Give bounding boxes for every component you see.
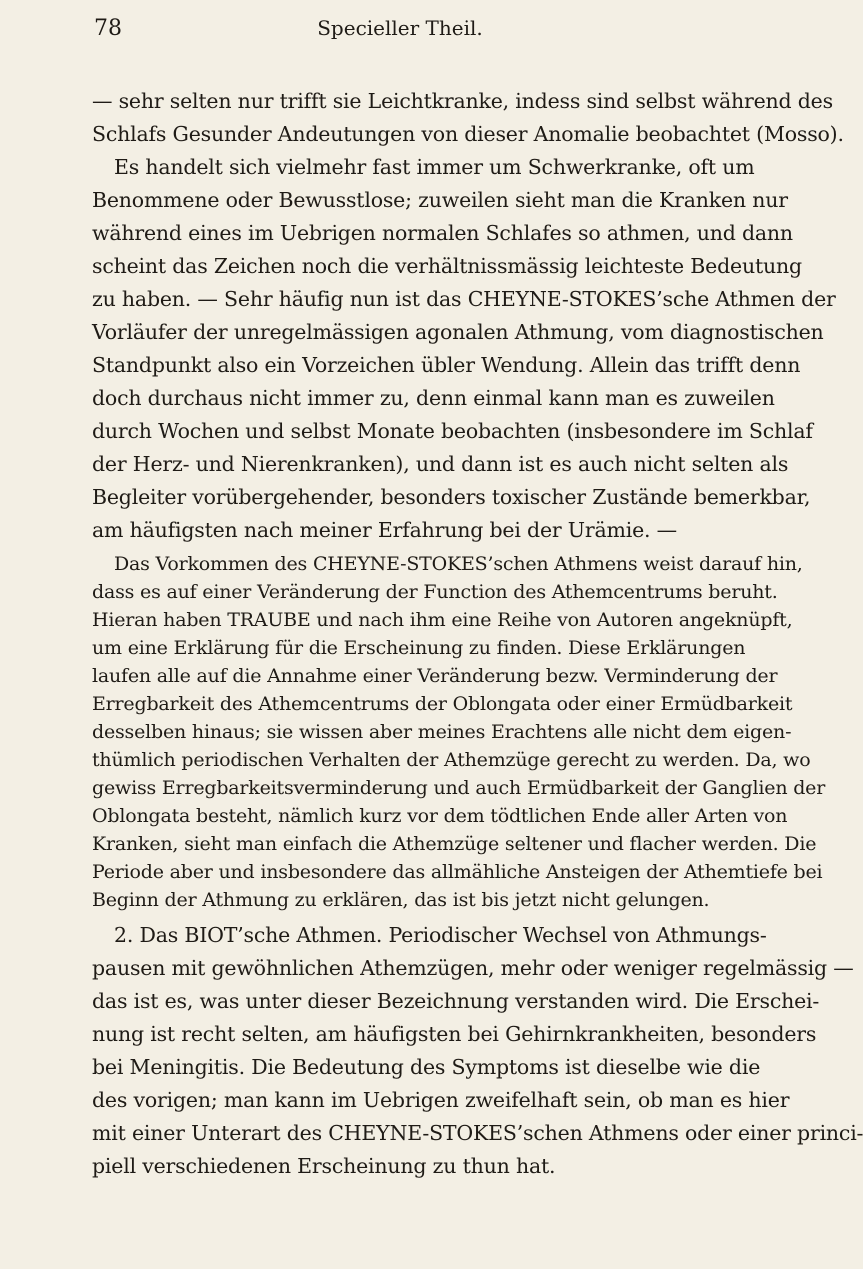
text-line: Es handelt sich vielmehr fast immer um Schwerkranke, oft um — [114, 155, 755, 179]
text-line: durch Wochen und selbst Monate beobachten (insbesondere im Schlaf — [92, 419, 813, 443]
text-line: pausen mit gewöhnlichen Athemzügen, mehr oder weniger regelmässig — — [92, 956, 854, 980]
text-line: Erregbarkeit des Athemcentrums der Oblongata oder einer Ermüdbarkeit — [92, 693, 793, 715]
text-line: — sehr selten nur trifft sie Leichtkranke, indess sind selbst während des — [92, 89, 833, 113]
text-line: dass es auf einer Veränderung der Function des Athemcentrums beruht. — [92, 581, 778, 603]
text-line: bei Meningitis. Die Bedeutung des Symptoms ist dieselbe wie die — [92, 1055, 761, 1079]
text-line: Das Vorkommen des CHEYNE-STOKES’schen Athmens weist darauf hin, — [114, 553, 803, 575]
text-line: desselben hinaus; sie wissen aber meines Erachtens alle nicht dem eigen- — [92, 721, 792, 743]
running-title: Specieller Theil. — [317, 16, 483, 40]
text-line: 2. Das BIOT’sche Athmen. Periodischer Wechsel von Athmungs- — [114, 923, 767, 947]
page-number: 78 — [94, 16, 122, 41]
text-line: Beginn der Athmung zu erklären, das ist bis jetzt nicht gelungen. — [92, 889, 710, 911]
text-line: am häufigsten nach meiner Erfahrung bei der Urämie. — — [92, 518, 677, 542]
text-line: Vorläufer der unregelmässigen agonalen Athmung, vom diagnostischen — [92, 320, 824, 344]
text-line: nung ist recht selten, am häufigsten bei Gehirnkrankheiten, besonders — [92, 1022, 817, 1046]
text-line: der Herz- und Nierenkranken), und dann ist es auch nicht selten als — [92, 452, 789, 476]
text-line: Kranken, sieht man einfach die Athemzüge seltener und flacher werden. Die — [92, 833, 817, 855]
text-line: Standpunkt also ein Vorzeichen übler Wendung. Allein das trifft denn — [92, 353, 801, 377]
text-line: während eines im Uebrigen normalen Schlafes so athmen, und dann — [92, 221, 793, 245]
text-line: laufen alle auf die Annahme einer Veränderung bezw. Verminderung der — [92, 665, 778, 687]
text-line: das ist es, was unter dieser Bezeichnung verstanden wird. Die Erschei- — [92, 989, 820, 1013]
text-line: gewiss Erregbarkeitsverminderung und auch Ermüdbarkeit der Ganglien der — [92, 777, 826, 799]
text-line: Schlafs Gesunder Andeutungen von dieser Anomalie beobachtet (Mosso). — [92, 122, 844, 146]
text-line: piell verschiedenen Erscheinung zu thun hat. — [92, 1154, 556, 1178]
text-line: doch durchaus nicht immer zu, denn einmal kann man es zuweilen — [92, 386, 775, 410]
text-line: zu haben. — Sehr häufig nun ist das CHEYNE-STOKES’sche Athmen der — [92, 287, 836, 311]
text-line: mit einer Unterart des CHEYNE-STOKES’schen Athmens oder einer princi- — [92, 1121, 863, 1145]
text-line: thümlich periodischen Verhalten der Athemzüge gerecht zu werden. Da, wo — [92, 749, 811, 771]
text-line: des vorigen; man kann im Uebrigen zweifelhaft sein, ob man es hier — [92, 1088, 790, 1112]
text-line: um eine Erklärung für die Erscheinung zu finden. Diese Erklärungen — [92, 637, 746, 659]
text-line: scheint das Zeichen noch die verhältnissmässig leichteste Bedeutung — [92, 254, 802, 278]
text-line: Begleiter vorübergehender, besonders toxischer Zustände bemerkbar, — [92, 485, 811, 509]
page-header — [0, 12, 800, 46]
text-line: Oblongata besteht, nämlich kurz vor dem tödtlichen Ende aller Arten von — [92, 805, 788, 827]
text-line: Hieran haben TRAUBE und nach ihm eine Reihe von Autoren angeknüpft, — [92, 609, 793, 631]
text-line: Benommene oder Bewusstlose; zuweilen sieht man die Kranken nur — [92, 188, 788, 212]
text-line: Periode aber und insbesondere das allmähliche Ansteigen der Athemtiefe bei — [92, 861, 823, 883]
